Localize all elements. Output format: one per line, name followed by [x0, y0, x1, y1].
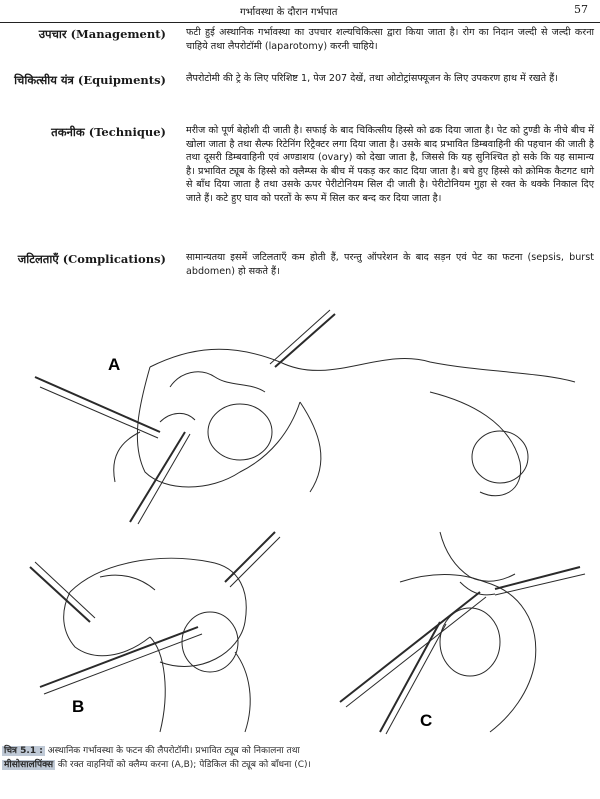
panel-a-fimbria — [114, 432, 140, 482]
panel-a-tissue — [300, 402, 321, 492]
panel-a-ovary-left — [208, 404, 272, 460]
panel-c-ovary — [440, 608, 500, 676]
panel-a-clamp-left — [35, 377, 160, 432]
panel-b-tube — [64, 592, 150, 656]
panel-a-abdomen-contour — [150, 349, 575, 382]
running-title: गर्भावस्था के दौरान गर्भपात — [240, 7, 338, 18]
panel-a-texture — [170, 372, 265, 392]
panel-label-a: A — [108, 355, 121, 374]
caption-text-2: की रक्त वाहनियों को क्लैम्प करना (A,B); पेडिकिल की ट्यूब को बाँधना (C)। — [57, 760, 311, 770]
panel-label-c: C — [420, 711, 433, 730]
section-label: चिकित्सीय यंत्र (Equipments) — [14, 73, 166, 87]
panel-a-clamp-lower — [138, 434, 190, 524]
surgical-illustration — [0, 292, 600, 742]
page-header — [0, 0, 600, 23]
panel-a-clamp-left — [40, 387, 158, 438]
panel-b-clamp-lower — [40, 627, 198, 687]
page-number: 57 — [574, 3, 588, 16]
panel-a-clamp-top — [270, 310, 330, 364]
panel-b-clamp-left — [30, 567, 90, 622]
panel-b-texture — [100, 575, 155, 590]
panel-b-clamp-left — [35, 562, 95, 618]
section-text: सामान्यतया इसमें जटिलताएँ कम होती हैं, परन्तु ऑपरेशन के बाद सड़न एवं पेट का फटना (sepsis, burst abdomen) हो सकते हैं। — [186, 252, 594, 277]
panel-label-b: B — [72, 697, 85, 716]
panel-b-tissue — [235, 652, 250, 732]
panel-c-clamp-lower — [346, 597, 486, 707]
panel-a-texture — [160, 413, 195, 422]
panel-b-clamp-top — [225, 532, 275, 582]
caption-label: चित्र 5.1 : — [4, 746, 43, 756]
section-label: जटिलताएँ (Complications) — [17, 252, 166, 266]
panel-a-ovary-right — [472, 431, 528, 483]
panel-b-clamp-top — [230, 537, 280, 587]
panel-b-ovary — [182, 612, 238, 672]
section-label: तकनीक (Technique) — [51, 125, 166, 139]
panel-c-clamp-lower — [340, 592, 480, 702]
section-label: उपचार (Management) — [38, 27, 166, 41]
panel-a-clamp-top — [275, 314, 335, 367]
illustration-svg — [0, 292, 600, 742]
section-text: लैपरोटोमी की ट्रे के लिए परिशिष्ट 1, पेज 207 देखें, तथा ओटोट्रांसफ्यूजन के लिए उपकरण हाथ में रखते हैं। — [186, 73, 558, 84]
panel-c-suture — [440, 532, 515, 581]
panel-c-uterus — [485, 582, 536, 732]
caption-term: मीसोसालपिंक्स — [4, 760, 54, 770]
panel-b-clamp-lower — [44, 634, 202, 694]
caption-text: अस्थानिक गर्भावस्था के फटन की लैपरोटॉमी। प्रभावित ट्यूब को निकालना तथा — [47, 746, 300, 756]
figure-caption — [2, 744, 596, 772]
section-text: फटी हुई अस्थानिक गर्भावस्था का उपचार शल्यचिकित्सा द्वारा किया जाता है। रोग का निदान जल्दी से जल्दी करना चाहिये तथा लैपरोटॉमी (laparotomy) करनी चाहिये। — [186, 27, 594, 52]
section-text: मरीज को पूर्ण बेहोशी दी जाती है। सफाई के बाद चिकित्सीय हिस्से को ढक दिया जाता है। पेट को टुण्डी के नीचे बीच में खोला जाता है तथा सैल्फ रिटेनिंग रिट्रैक्टर लगा दिया जाता है। उसके बाद प्रभावित डिम्बवाहिनी की पहचान की जाती है तथा दूसरी डिम्बवाहिनी एवं अण्डाशय (ovary) को देखा जाता है, जिससे कि यह सुनिश्चित हो सके कि यह सामान्य है। प्रभावित ट्यूब के हिस्से को क्लैम्प्स के बीच में पकड़ कर काट दिया जाता है। बचे हुए हिस्से को क्रोमिक कैटगट धागे से बाँध दिया जाता है तथा उसके ऊपर पेरीटोनियम सिल दी जाती है। पेरीटोनियम गुहा से रक्त के थक्के निकाल दिए जाते हैं। कटे हुए घाव को परतों के रूप में सिल कर बन्द कर दिया जाता है। — [186, 125, 594, 204]
panel-c-clamp-lower2 — [386, 624, 446, 734]
